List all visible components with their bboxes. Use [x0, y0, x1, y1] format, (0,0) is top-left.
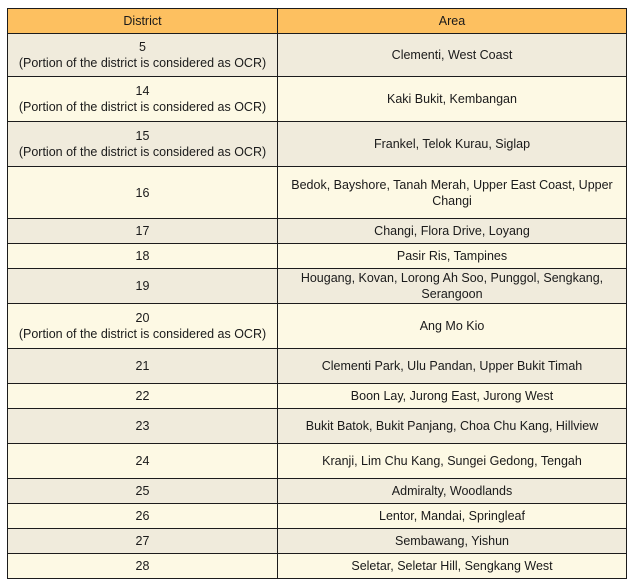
- area-cell: Hougang, Kovan, Lorong Ah Soo, Punggol, Sengkang, Serangoon: [278, 269, 627, 304]
- area-cell: Sembawang, Yishun: [278, 529, 627, 554]
- district-cell: [8, 409, 278, 444]
- district-number: 17: [135, 224, 150, 238]
- table-row: [8, 529, 627, 554]
- area-cell: Pasir Ris, Tampines: [278, 244, 627, 269]
- district-note: (Portion of the district is considered as OCR): [18, 100, 267, 114]
- table-row: [8, 409, 627, 444]
- header-district: District: [8, 9, 278, 34]
- district-cell: [8, 244, 278, 269]
- district-number: 15: [135, 129, 150, 143]
- area-cell: Admiralty, Woodlands: [278, 479, 627, 504]
- header-area: Area: [278, 9, 627, 34]
- area-cell: Changi, Flora Drive, Loyang: [278, 219, 627, 244]
- district-cell: [8, 269, 278, 304]
- district-number: 23: [135, 419, 150, 433]
- district-number: 26: [135, 509, 150, 523]
- district-cell: [8, 304, 278, 349]
- district-number: 22: [135, 389, 150, 403]
- table-row: [8, 34, 627, 77]
- district-cell: [8, 349, 278, 384]
- district-area-table-container: [7, 8, 626, 579]
- table-row: [8, 77, 627, 122]
- district-number: 27: [135, 534, 150, 548]
- table-row: [8, 122, 627, 167]
- district-number: 18: [135, 249, 150, 263]
- district-cell: [8, 529, 278, 554]
- district-area-table: [7, 8, 627, 579]
- table-row: [8, 349, 627, 384]
- table-row: [8, 479, 627, 504]
- area-cell: Lentor, Mandai, Springleaf: [278, 504, 627, 529]
- district-number: 16: [135, 185, 150, 200]
- district-cell: [8, 444, 278, 479]
- district-number: 25: [135, 484, 150, 498]
- district-cell: [8, 167, 278, 219]
- district-number: 14: [135, 84, 150, 98]
- district-note: (Portion of the district is considered as OCR): [18, 327, 267, 341]
- table-row: [8, 269, 627, 304]
- district-number: 20: [135, 311, 150, 325]
- district-cell: [8, 384, 278, 409]
- district-number: 24: [135, 454, 150, 468]
- area-cell: Clementi Park, Ulu Pandan, Upper Bukit Timah: [278, 349, 627, 384]
- area-cell: Ang Mo Kio: [278, 304, 627, 349]
- table-body: [8, 34, 627, 579]
- table-row: [8, 244, 627, 269]
- table-row: [8, 444, 627, 479]
- table-row: [8, 504, 627, 529]
- area-cell: Clementi, West Coast: [278, 34, 627, 77]
- district-cell: [8, 219, 278, 244]
- area-cell: Frankel, Telok Kurau, Siglap: [278, 122, 627, 167]
- district-cell: [8, 122, 278, 167]
- district-cell: [8, 34, 278, 77]
- district-note: (Portion of the district is considered as OCR): [18, 145, 267, 159]
- district-cell: [8, 504, 278, 529]
- area-cell: Kaki Bukit, Kembangan: [278, 77, 627, 122]
- district-number: 21: [135, 359, 150, 373]
- area-cell: Bedok, Bayshore, Tanah Merah, Upper East Coast, Upper Changi: [278, 167, 627, 219]
- header-row: [8, 9, 627, 34]
- area-cell: Bukit Batok, Bukit Panjang, Choa Chu Kang, Hillview: [278, 409, 627, 444]
- area-cell: Seletar, Seletar Hill, Sengkang West: [278, 554, 627, 579]
- table-row: [8, 554, 627, 579]
- area-cell: Boon Lay, Jurong East, Jurong West: [278, 384, 627, 409]
- district-number: 28: [135, 559, 150, 573]
- district-cell: [8, 479, 278, 504]
- district-cell: [8, 77, 278, 122]
- table-row: [8, 167, 627, 219]
- table-row: [8, 384, 627, 409]
- district-number: 5: [139, 40, 146, 54]
- district-note: (Portion of the district is considered as OCR): [18, 56, 267, 70]
- table-row: [8, 219, 627, 244]
- district-number: 19: [135, 279, 150, 293]
- district-cell: [8, 554, 278, 579]
- table-row: [8, 304, 627, 349]
- area-cell: Kranji, Lim Chu Kang, Sungei Gedong, Tengah: [278, 444, 627, 479]
